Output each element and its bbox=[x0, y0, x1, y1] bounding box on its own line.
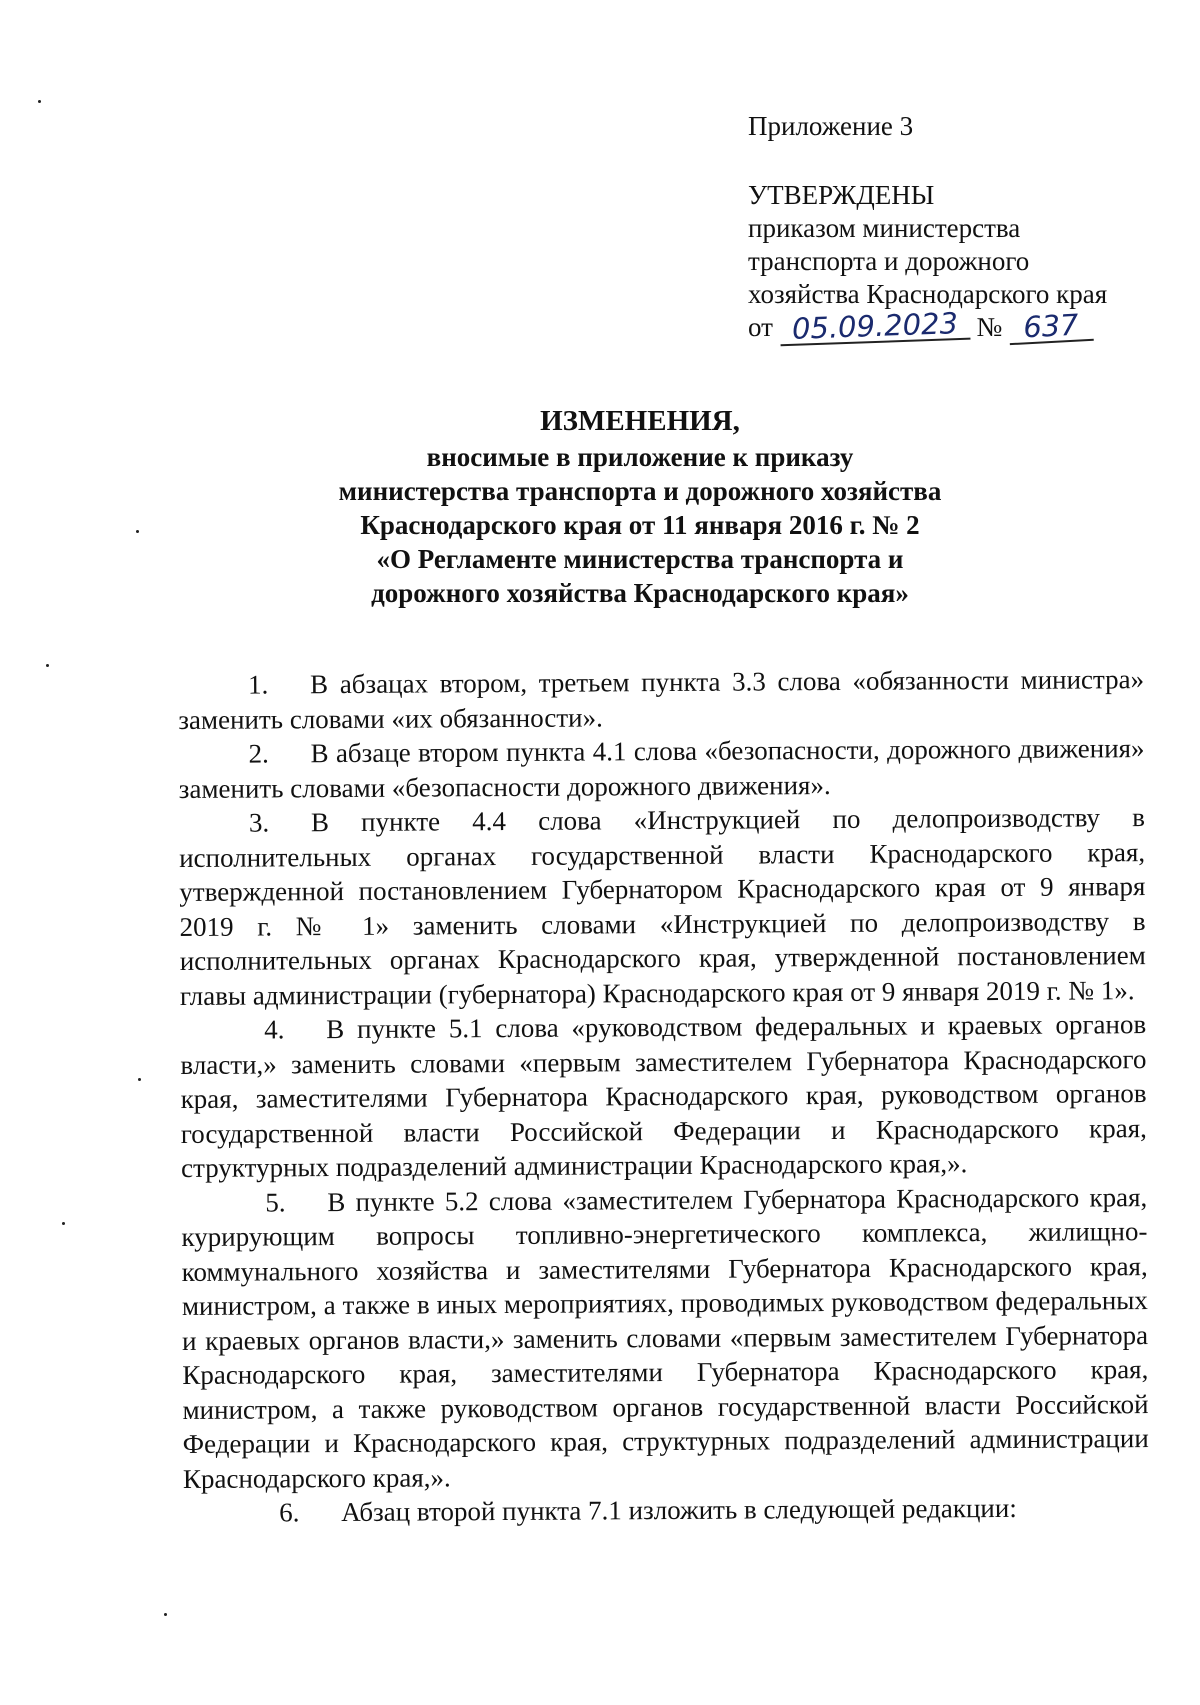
handwritten-number: 637 bbox=[1008, 309, 1094, 345]
approval-stamp-block bbox=[748, 110, 1168, 344]
scan-speck bbox=[138, 1078, 141, 1081]
changes-list bbox=[178, 662, 1149, 1530]
heading-line: дорожного хозяйства Краснодарского края» bbox=[371, 578, 909, 608]
heading-line: вносимые в приложение к приказу bbox=[426, 442, 854, 472]
document-heading bbox=[300, 404, 980, 610]
item-number: 3. bbox=[248, 807, 270, 838]
change-item bbox=[180, 1007, 1147, 1185]
item-text: В пункте 4.4 слова «Инструкцией по делопроизводству в исполнительных органах государственной власти Краснодарского края, утвержденной постановлением Губернатором Краснодарского края от 9 января 2019 г. № 1» заменить словами «Инструкцией по делопроизводству в исполнительных органах Краснодарского края, утвержденной постановлением главы администрации (губернатора) Краснодарского края от 9 января 2019 г. № 1». bbox=[179, 802, 1146, 1011]
change-item bbox=[183, 1490, 1149, 1530]
item-text: В пункте 5.1 слова «руководством федеральных и краевых органов власти,» заменить словами «первым заместителем Губернатора Краснодарского края, заместителями Губернатора Краснодарского края, руководством органов государственной власти Российской Федерации и Краснодарского края, структурных подразделений администрации Краснодарского края,». bbox=[180, 1009, 1147, 1183]
scan-speck bbox=[38, 100, 41, 103]
change-item bbox=[178, 731, 1144, 806]
change-item bbox=[178, 662, 1144, 737]
item-number: 2. bbox=[248, 738, 269, 769]
approval-line: транспорта и дорожного bbox=[748, 246, 1030, 276]
item-text: В абзацах втором, третьем пункта 3.3 слова «обязанности министра» заменить словами «их обязанности». bbox=[178, 664, 1145, 735]
scan-speck bbox=[62, 1222, 65, 1225]
change-item bbox=[181, 1180, 1149, 1496]
item-number: 4. bbox=[264, 1014, 285, 1045]
heading-line: Краснодарского края от 11 января 2016 г. № 2 bbox=[360, 510, 920, 540]
scan-speck bbox=[136, 530, 139, 533]
scan-speck bbox=[164, 1613, 167, 1616]
item-text: В абзаце втором пункта 4.1 слова «безопасности, дорожного движения» заменить словами «безопасности дорожного движения». bbox=[178, 733, 1145, 804]
approval-date-row bbox=[748, 306, 1168, 346]
date-prefix: от bbox=[748, 312, 773, 342]
item-text: В пункте 5.2 слова «заместителем Губернатора Краснодарского края, курирующим вопросы топливно-энергетического комплекса, жилищно-коммунального хозяйства и заместителями Губернатора Краснодарского края, министром, а также в иных мероприятиях, проводимых руководством федеральных и краевых органов власти,» заменить словами «первым заместителем Губернатора Краснодарского края, заместителями Губернатора Краснодарского края, министром, а также руководством органов государственной власти Российской Федерации и Краснодарского края, структурных подразделений администрации Краснодарского края,». bbox=[181, 1181, 1149, 1494]
document-title: ИЗМЕНЕНИЯ, bbox=[540, 405, 740, 437]
item-number: 6. bbox=[279, 1497, 300, 1528]
appendix-label: Приложение 3 bbox=[748, 111, 914, 141]
handwritten-date: 05.09.2023 bbox=[779, 308, 970, 347]
approved-label: УТВЕРЖДЕНЫ bbox=[748, 180, 935, 210]
approval-line: хозяйства Краснодарского края bbox=[748, 279, 1108, 309]
change-item bbox=[179, 800, 1146, 1013]
scan-speck bbox=[46, 664, 49, 667]
item-number: 5. bbox=[265, 1186, 286, 1217]
heading-line: «О Регламенте министерства транспорта и bbox=[376, 544, 904, 574]
item-text: Абзац второй пункта 7.1 изложить в следующей редакции: bbox=[341, 1492, 1017, 1528]
number-label: № bbox=[976, 312, 1003, 342]
heading-line: министерства транспорта и дорожного хозяйства bbox=[338, 476, 942, 506]
approval-line: приказом министерства bbox=[748, 213, 1021, 243]
item-number: 1. bbox=[248, 669, 269, 700]
